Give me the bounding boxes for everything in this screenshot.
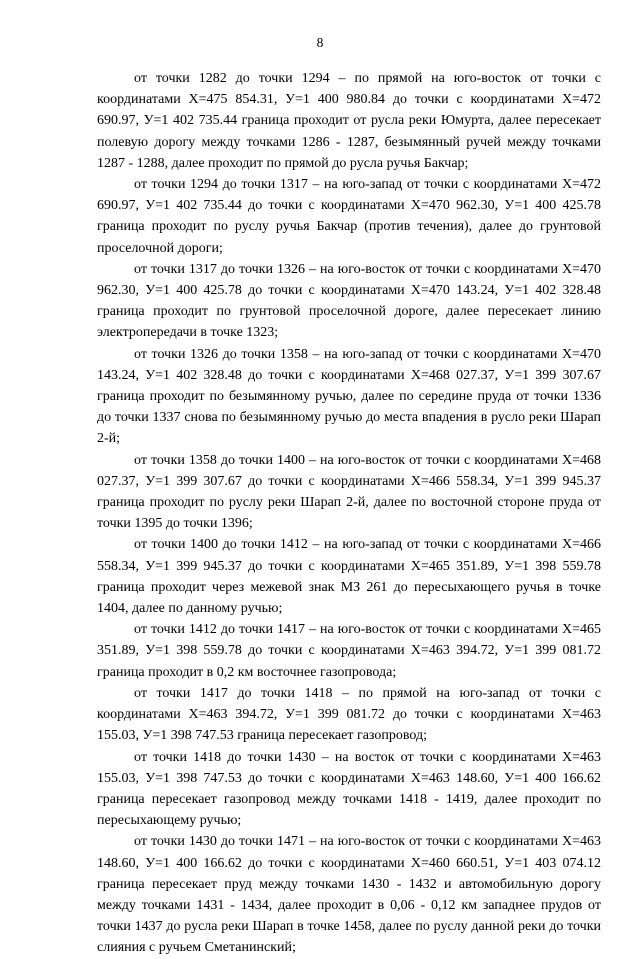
paragraph-boundary-1317-1326: от точки 1317 до точки 1326 – на юго-восток от точки с координатами Х=470 962.30, У=1 400 425.78 до точки с координатами Х=470 143.24, У=1 402 328.48 граница проходит по грунтовой проселочной дороге, далее пересекает линию электропередачи в точке 1323; <box>97 261 601 341</box>
paragraph-boundary-1400-1412: от точки 1400 до точки 1412 – на юго-запад от точки с координатами Х=466 558.34, У=1 399 945.37 до точки с координатами Х=465 351.89, У=1 398 559.78 граница проходит через межевой знак МЗ 261 до пересыхающего ручья в точке 1404, далее по данному ручью; <box>97 537 601 617</box>
paragraph-boundary-1358-1400: от точки 1358 до точки 1400 – на юго-восток от точки с координатами Х=468 027.37, У=1 399 307.67 до точки с координатами Х=466 558.34, У=1 399 945.37 граница проходит по руслу реки Шарап 2-й, далее по восточной стороне пруда от точки 1395 до точки 1396; <box>97 452 601 532</box>
paragraph-boundary-1430-1471: от точки 1430 до точки 1471 – на юго-восток от точки с координатами Х=463 148.60, У=1 400 166.62 до точки с координатами Х=460 660.51, У=1 403 074.12 граница пересекает пруд между точками 1430 - 1432 и автомобильную дорогу между точками 1431 - 1434, далее проходит в 0,06 - 0,12 км западнее прудов от точки 1437 до русла реки Шарап в точке 1458, далее по руслу данной реки до точки слияния с ручьем Сметанинский; <box>97 834 601 956</box>
paragraph-boundary-1326-1358: от точки 1326 до точки 1358 – на юго-запад от точки с координатами Х=470 143.24, У=1 402 328.48 до точки с координатами Х=468 027.37, У=1 399 307.67 граница проходит по безымянному ручью, далее по середине пруда от точки 1336 до точки 1337 снова по безымянному ручью до места впадения в русло реки Шарап 2-й; <box>97 346 601 447</box>
paragraph-boundary-1412-1417: от точки 1412 до точки 1417 – на юго-восток от точки с координатами Х=465 351.89, У=1 398 559.78 до точки с координатами Х=463 394.72, У=1 399 081.72 граница проходит в 0,2 км восточнее газопровода; <box>97 622 601 680</box>
paragraph-boundary-1294-1317: от точки 1294 до точки 1317 – на юго-запад от точки с координатами Х=472 690.97, У=1 402 735.44 до точки с координатами Х=470 962.30, У=1 400 425.78 граница проходит по руслу ручья Бакчар (против течения), далее до грунтовой проселочной дороги; <box>97 177 601 256</box>
paragraph-boundary-1282-1294: от точки 1282 до точки 1294 – по прямой на юго-восток от точки с координатами Х=475 854.31, У=1 400 980.84 до точки с координатами Х=472 690.97, У=1 402 735.44 граница проходит от русла реки Юмурта, далее пересекает полевую дорогу между точками 1286 - 1287, безымянный ручей между точками 1287 - 1288, далее проходит по прямой до русла ручья Бакчар; <box>97 71 601 171</box>
paragraph-boundary-1417-1418: от точки 1417 до точки 1418 – по прямой на юго-запад от точки с координатами Х=463 394.72, У=1 399 081.72 до точки с координатами Х=463 155.03, У=1 398 747.53 граница пересекает газопровод; <box>97 685 601 744</box>
page-number: 8 <box>316 35 324 50</box>
paragraph-boundary-1418-1430: от точки 1418 до точки 1430 – на восток от точки с координатами Х=463 155.03, У=1 398 747.53 до точки с координатами Х=463 148.60, У=1 400 166.62 граница пересекает газопровод между точками 1418 - 1419, далее проходит по пересыхающему ручью; <box>97 749 601 829</box>
document-body <box>97 68 601 959</box>
